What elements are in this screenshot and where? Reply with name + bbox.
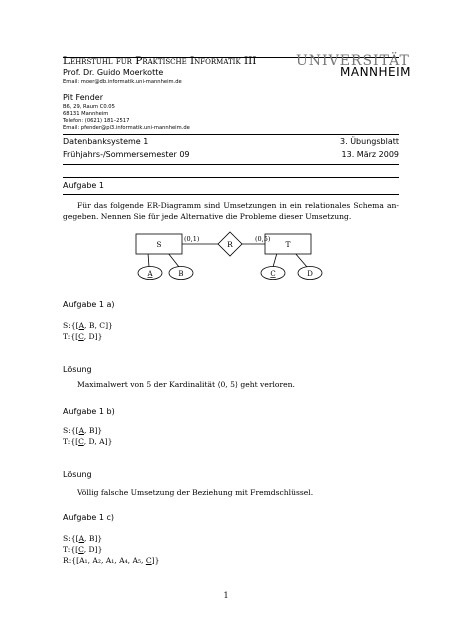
section-rule: [63, 194, 399, 195]
subtask-a-solution-text: Maximalwert von 5 der Kardinalität ⟨0, 5⟩ geht verloren.: [77, 380, 295, 389]
subtask-b-heading: Aufgabe 1 b): [63, 407, 115, 416]
subtask-b-solution-label: Lösung: [63, 470, 92, 479]
address-line: B6, 29, Raum C0.05: [63, 104, 115, 110]
entity-t-label: T: [285, 240, 291, 249]
relationship-r-label: R: [227, 240, 233, 249]
section-rule: [63, 177, 399, 178]
sheet-number: 3. Übungsblatt: [340, 137, 399, 146]
subtask-b-schema-s: S:{[A, B]}: [63, 426, 103, 435]
assistant-name: Pit Fender: [63, 93, 103, 102]
professor-email: Email: moer@db.informatik.uni-mannheim.de: [63, 79, 182, 85]
entity-s-label: S: [156, 240, 162, 249]
connector-s-b: [168, 253, 179, 267]
er-diagram: [130, 228, 330, 284]
subtask-c-heading: Aufgabe 1 c): [63, 513, 115, 522]
subtask-c-schema-t: T:{[C, D]}: [63, 545, 103, 554]
subtask-c-schema-r: R:{[A₁, A₂, A₁, A₄, A₅, C]}: [63, 556, 160, 565]
task-text-line-1: Für das folgende ER-Diagramm sind Umsetzungen in ein relationales Schema an-: [77, 201, 399, 210]
header-rule-bottom: [63, 164, 399, 165]
chair-title: Lehrstuhl für Praktische Informatik III: [63, 55, 257, 67]
address-line: Email: pfender@pi3.informatik.uni-mannheim.de: [63, 125, 190, 131]
subtask-c-schema-s: S:{[A, B]}: [63, 534, 103, 543]
semester: Frühjahrs-/Sommersemester 09: [63, 150, 190, 159]
subtask-a-heading: Aufgabe 1 a): [63, 300, 115, 309]
address-line: 68131 Mannheim: [63, 111, 109, 117]
task-text-line-2: gegeben. Nennen Sie für jede Alternative die Probleme dieser Umsetzung.: [63, 212, 352, 221]
cardinality-left: (0,1): [184, 235, 200, 243]
subtask-a-schema-s: S:{[A, B, C]}: [63, 321, 113, 330]
connector-t-d: [295, 253, 307, 267]
subtask-a-solution-label: Lösung: [63, 365, 92, 374]
connector-t-c: [273, 253, 277, 267]
course-name: Datenbanksysteme 1: [63, 137, 149, 146]
address-line: Telefon: (0621) 181–2517: [63, 118, 130, 124]
subtask-b-schema-t: T:{[C, D, A]}: [63, 437, 113, 446]
header-rule-middle: [63, 134, 399, 135]
university-logo-bottom: MANNHEIM: [340, 65, 412, 79]
page-number: 1: [223, 591, 229, 600]
cardinality-right: (0,5): [255, 235, 271, 243]
attribute-a-label: A: [147, 270, 153, 278]
university-logo-top: UNIVERSITÄT: [296, 53, 410, 69]
subtask-b-solution-text: Völlig falsche Umsetzung der Beziehung mit Fremdschlüssel.: [77, 488, 314, 497]
subtask-a-schema-t: T:{[C, D]}: [63, 332, 103, 341]
connector-s-a: [148, 253, 149, 267]
attribute-d-label: D: [307, 270, 313, 278]
attribute-b-label: B: [178, 270, 184, 278]
sheet-date: 13. März 2009: [341, 150, 399, 159]
attribute-c-label: C: [270, 270, 276, 278]
task-heading: Aufgabe 1: [63, 181, 104, 190]
professor-name: Prof. Dr. Guido Moerkotte: [63, 68, 164, 77]
